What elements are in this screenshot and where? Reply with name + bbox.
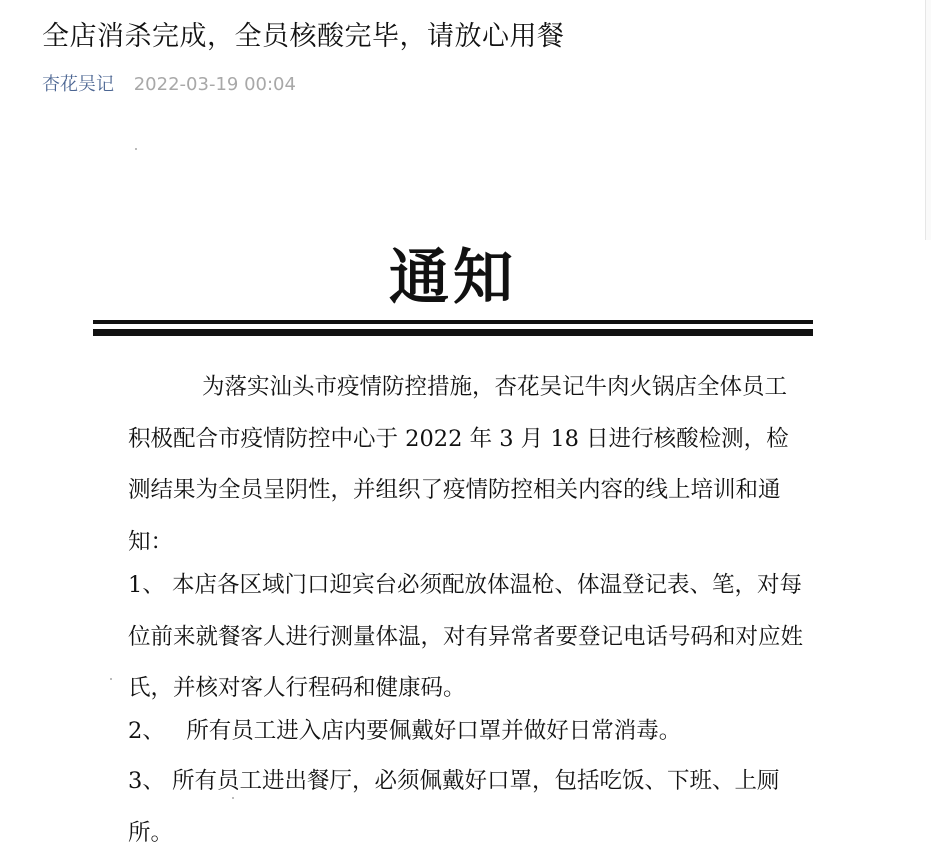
publish-date: 2022-03-19 00:04	[133, 74, 296, 95]
article-title: 全店消杀完成，全员核酸完毕，请放心用餐	[42, 21, 565, 52]
notice-item-1: 1、 本店各区域门口迎宾台必须配放体温枪、体温登记表、笔，对每位前来就餐客人进行测量体温，对有异常者要登记电话号码和对应姓氏，并核对客人行程码和健康码。	[128, 572, 804, 701]
notice-image	[0, 100, 931, 862]
notice-intro: 为落实汕头市疫情防控措施，杏花吴记牛肉火锅店全体员工积极配合市疫情防控中心于 2022 年 3 月 18 日进行核酸检测，检测结果为全员呈阴性，并组织了疫情防控相关内容的线上培训和通知：	[128, 374, 789, 555]
notice-item-3: 3、 所有员工进出餐厅，必须佩戴好口罩，包括吃饭、下班、上厕所。	[128, 768, 780, 846]
notice-item-2: 2、 所有员工进入店内要佩戴好口罩并做好日常消毒。	[128, 718, 682, 744]
heading-divider-thin	[93, 320, 813, 324]
author-link[interactable]: 杏花吴记	[42, 74, 114, 95]
heading-divider-thick	[93, 329, 813, 336]
scan-speck	[135, 148, 137, 150]
article-meta	[42, 70, 296, 96]
notice-heading: 通知	[389, 243, 517, 313]
scan-speck	[110, 678, 112, 680]
